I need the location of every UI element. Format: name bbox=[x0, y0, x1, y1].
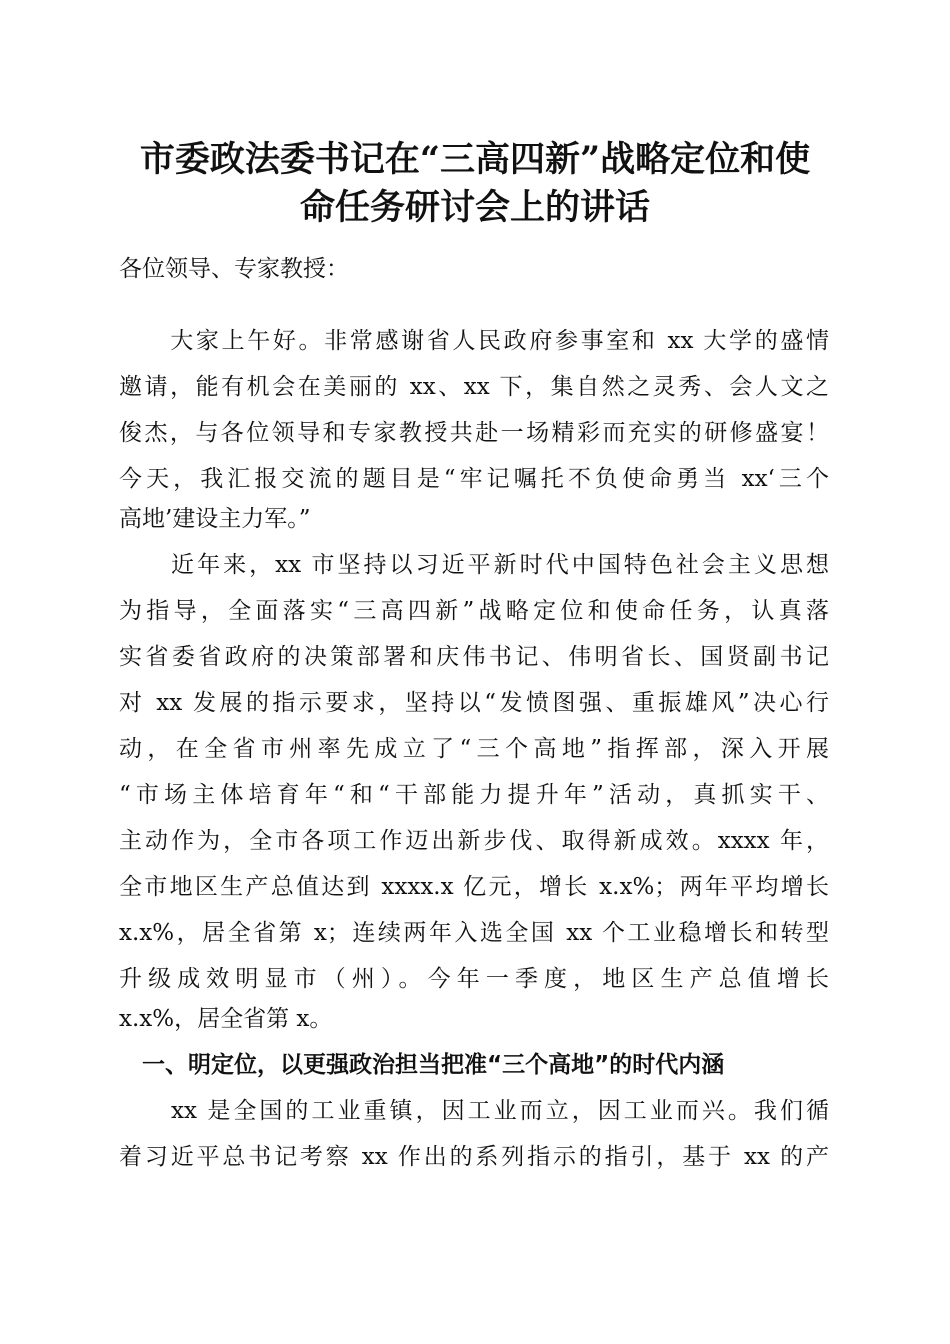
paragraph-2-line-7: 主动作为，全市各项工作迈出新步伐、取得新成效。xxxx 年， bbox=[119, 828, 829, 854]
paragraph-1-line-1: 大家上午好。非常感谢省人民政府参事室和 xx 大学的盛情 bbox=[119, 328, 829, 354]
document-title-line-2: 命任务研讨会上的讲话 bbox=[299, 187, 650, 228]
section-1-heading: 一、明定位，以更强政治担当把准“三个高地”的时代内涵 bbox=[119, 1052, 725, 1078]
paragraph-2-line-2: 为指导，全面落实“三高四新”战略定位和使命任务，认真落 bbox=[119, 598, 829, 624]
paragraph-1-line-2: 邀请，能有机会在美丽的 xx、xx 下，集自然之灵秀、会人文之 bbox=[119, 374, 829, 400]
paragraph-2-line-6: “市场主体培育年“和“干部能力提升年”活动，真抓实干、 bbox=[119, 782, 829, 808]
paragraph-1-line-3: 俊杰，与各位领导和专家教授共赴一场精彩而充实的研修盛宴！ bbox=[119, 420, 829, 446]
salutation: 各位领导、专家教授： bbox=[119, 256, 349, 282]
paragraph-2-line-1: 近年来，xx 市坚持以习近平新时代中国特色社会主义思想 bbox=[119, 552, 829, 578]
paragraph-1-line-4: 今天，我汇报交流的题目是“牢记嘱托不负使命勇当 xx‘三个 bbox=[119, 466, 829, 492]
paragraph-2-line-11: x.x%，居全省第 x。 bbox=[119, 1006, 333, 1032]
paragraph-3-line-2: 着习近平总书记考察 xx 作出的系列指示的指引，基于 xx 的产 bbox=[119, 1144, 829, 1170]
paragraph-2-line-4: 对 xx 发展的指示要求，坚持以“发愤图强、重振雄风”决心行 bbox=[119, 690, 829, 716]
paragraph-2-line-9: x.x%，居全省第 x；连续两年入选全国 xx 个工业稳增长和转型 bbox=[119, 920, 829, 946]
document-title-line-1: 市委政法委书记在“三高四新”战略定位和使 bbox=[139, 139, 811, 180]
paragraph-1-line-5: 高地’建设主力军。” bbox=[119, 506, 311, 532]
paragraph-3-line-1: xx 是全国的工业重镇，因工业而立，因工业而兴。我们循 bbox=[119, 1098, 829, 1124]
paragraph-2-line-3: 实省委省政府的决策部署和庆伟书记、伟明省长、国贤副书记 bbox=[119, 644, 829, 670]
paragraph-2-line-10: 升级成效明显市（州）。今年一季度，地区生产总值增长 bbox=[119, 966, 829, 992]
paragraph-2-line-8: 全市地区生产总值达到 xxxx.x 亿元，增长 x.x%；两年平均增长 bbox=[119, 874, 829, 900]
paragraph-2-line-5: 动，在全省市州率先成立了“三个高地”指挥部，深入开展 bbox=[119, 736, 829, 762]
